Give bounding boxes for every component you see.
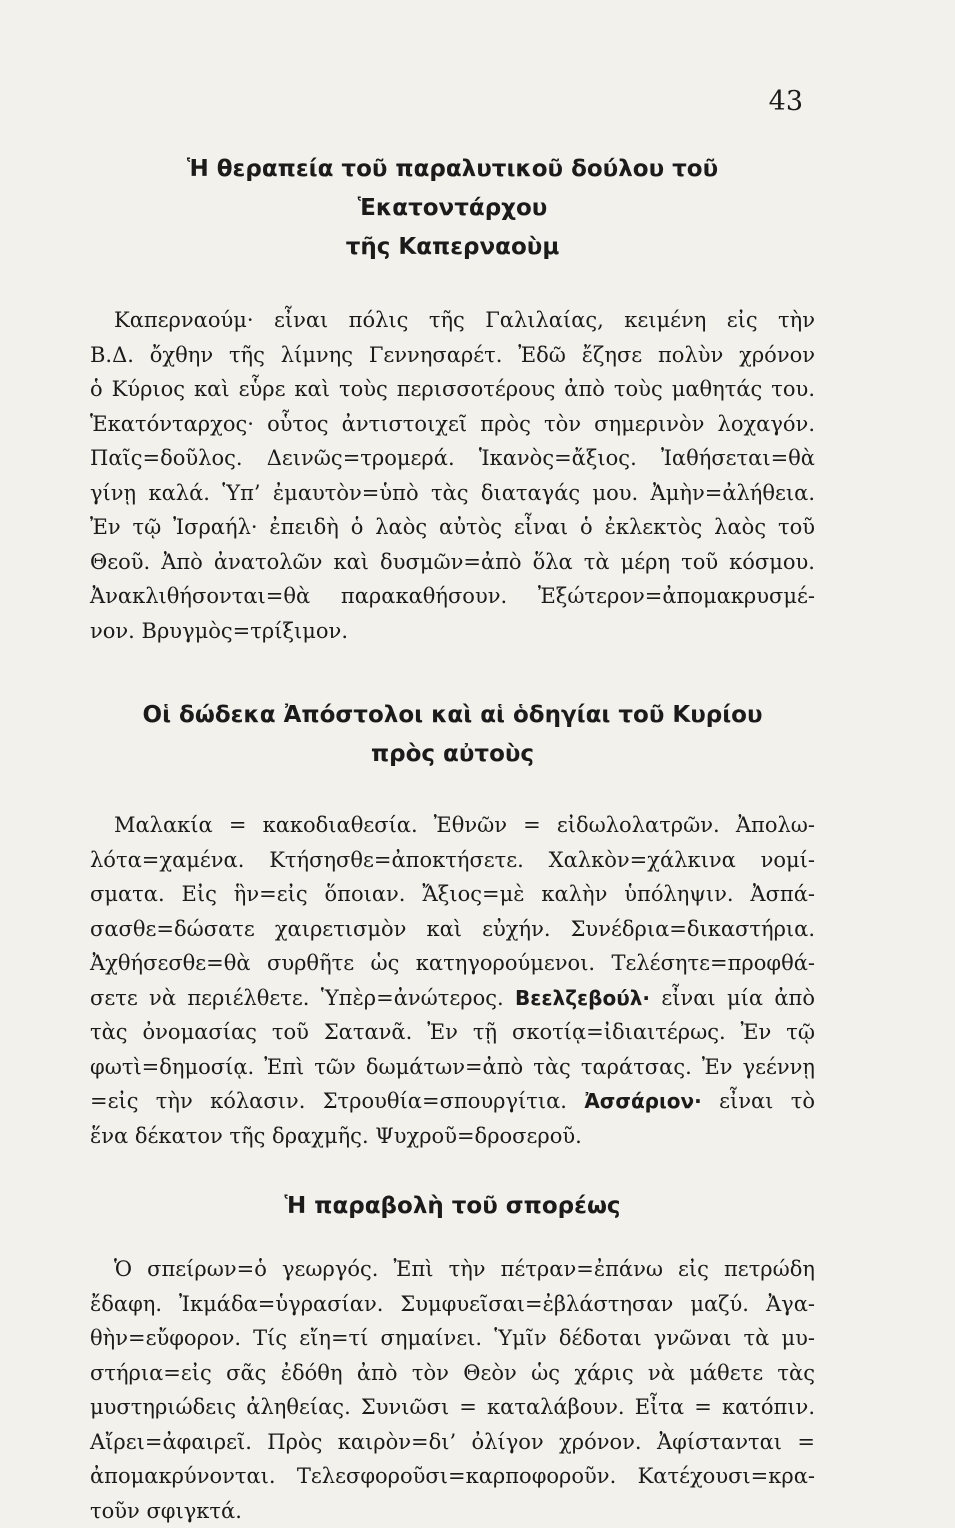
section-title-line: Οἱ δώδεκα Ἀπόστολοι καὶ αἱ ὁδηγίαι τοῦ Κυρίου xyxy=(90,696,815,735)
text-line: Παῖς=δοῦλος. Δεινῶς=τρομερά. Ἱκανὸς=ἄξιος. Ἰαθήσεται=θὰ xyxy=(90,441,815,476)
text-line xyxy=(90,1084,815,1119)
section-title-line: Ἡ θεραπεία τοῦ παραλυτικοῦ δούλου τοῦ Ἑκατοντάρχου xyxy=(90,150,815,228)
text-line: λότα=χαμένα. Κτήσησθε=ἀποκτήσετε. Χαλκὸν=χάλκινα νομί- xyxy=(90,843,815,878)
text-line: στήρια=εἰς σᾶς ἐδόθη ἀπὸ τὸν Θεὸν ὡς χάρις νὰ μάθετε τὰς xyxy=(90,1356,815,1391)
text-line-content: Μαλακία = κακοδιαθεσία. Ἐθνῶν = εἰδωλολατρῶν. Ἀπολω- xyxy=(114,813,815,837)
text-segment: εἶναι τὸ xyxy=(719,1089,815,1113)
text-line: ὁ Κύριος καὶ εὗρε καὶ τοὺς περισσοτέρους ἀπὸ τοὺς μαθητάς του. xyxy=(90,372,815,407)
text-line: Ἑκατόνταρχος· οὗτος ἀντιστοιχεῖ πρὸς τὸν σημερινὸν λοχαγόν. xyxy=(90,407,815,442)
text-line: Β.Δ. ὄχθην τῆς λίμνης Γεννησαρέτ. Ἐδῶ ἔζησε πολὺν χρόνον xyxy=(90,338,815,373)
text-segment: εἶναι μία ἀπὸ xyxy=(661,986,815,1010)
text-line: σματα. Εἰς ἣν=εἰς ὅποιαν. Ἄξιος=μὲ καλὴν ὑπόληψιν. Ἀσπά- xyxy=(90,877,815,912)
text-line xyxy=(90,303,815,338)
text-line: τοῦν σφιγκτά. xyxy=(90,1494,815,1528)
section-title-line: Ἡ παραβολὴ τοῦ σπορέως xyxy=(90,1187,815,1226)
text-line: τὰς ὀνομασίας τοῦ Σατανᾶ. Ἐν τῇ σκοτίᾳ=ἰδιαιτέρως. Ἐν τῷ xyxy=(90,1015,815,1050)
text-segment: σετε νὰ περιέλθετε. Ὑπὲρ=ἀνώτερος. xyxy=(90,986,504,1010)
text-line: Ἐν τῷ Ἰσραήλ· ἐπειδὴ ὁ λαὸς αὐτὸς εἶναι ὁ ἐκλεκτὸς λαὸς τοῦ xyxy=(90,510,815,545)
text-line: ἕνα δέκατον τῆς δραχμῆς. Ψυχροῦ=δροσεροῦ. xyxy=(90,1119,815,1154)
text-line: γίνῃ καλά. Ὑπ’ ἐμαυτὸν=ὑπὸ τὰς διαταγάς μου. Ἀμὴν=ἀλήθεια. xyxy=(90,476,815,511)
page-number: 43 xyxy=(769,86,803,117)
glossary-paragraph-capernaum xyxy=(90,303,815,648)
glossary-paragraph-sower xyxy=(90,1252,815,1528)
section-title-line: τῆς Καπερναοὺμ xyxy=(90,228,815,267)
section-title-healing-centurion-servant xyxy=(90,150,815,267)
text-line: Αἴρει=ἀφαιρεῖ. Πρὸς καιρὸν=δι’ ὀλίγον χρόνον. Ἀφίστανται = xyxy=(90,1425,815,1460)
text-line: Ἀχθήσεσθε=θὰ συρθῆτε ὡς κατηγορούμενοι. Τελέσητε=προφθά- xyxy=(90,946,815,981)
bold-term: Ἀσσάριον· xyxy=(584,1089,701,1113)
text-line: Θεοῦ. Ἀπὸ ἀνατολῶν καὶ δυσμῶν=ἀπὸ ὅλα τὰ μέρη τοῦ κόσμου. xyxy=(90,545,815,580)
section-title-line: πρὸς αὐτοὺς xyxy=(90,735,815,774)
text-line-content: Καπερναούμ· εἶναι πόλις τῆς Γαλιλαίας, κειμένη εἰς τὴν xyxy=(114,308,815,332)
section-title-parable-sower xyxy=(90,1187,815,1226)
text-line: θὴν=εὔφορον. Τίς εἴη=τί σημαίνει. Ὑμῖν δέδοται γνῶναι τὰ μυ- xyxy=(90,1321,815,1356)
text-line: φωτὶ=δημοσίᾳ. Ἐπὶ τῶν δωμάτων=ἀπὸ τὰς ταράτσας. Ἐν γεέννῃ xyxy=(90,1050,815,1085)
text-line: νον. Βρυγμὸς=τρίξιμον. xyxy=(90,614,815,649)
text-line: ἀπομακρύνονται. Τελεσφοροῦσι=καρποφοροῦν. Κατέχουσι=κρα- xyxy=(90,1459,815,1494)
text-line: ἔδαφη. Ἰκμάδα=ὑγρασίαν. Συμφυεῖσαι=ἐβλάστησαν μαζύ. Ἀγα- xyxy=(90,1287,815,1322)
page-content xyxy=(90,150,815,1528)
text-line-content: Ὁ σπείρων=ὁ γεωργός. Ἐπὶ τὴν πέτραν=ἐπάνω εἰς πετρώδη xyxy=(114,1257,815,1281)
section-title-twelve-apostles xyxy=(90,696,815,774)
text-segment: =εἰς τὴν κόλασιν. Στρουθία=σπουργίτια. xyxy=(90,1089,567,1113)
text-line xyxy=(90,1252,815,1287)
text-line: Ἀνακλιθήσονται=θὰ παρακαθήσουν. Ἐξώτερον=ἀπομακρυσμέ- xyxy=(90,579,815,614)
text-line: μυστηριώδεις ἀληθείας. Συνιῶσι = καταλάβουν. Εἶτα = κατόπιν. xyxy=(90,1390,815,1425)
glossary-paragraph-apostles xyxy=(90,808,815,1153)
text-line xyxy=(90,981,815,1016)
text-line xyxy=(90,808,815,843)
text-line: σασθε=δώσατε χαιρετισμὸν καὶ εὐχήν. Συνέδρια=δικαστήρια. xyxy=(90,912,815,947)
bold-term: Βεελζεβούλ· xyxy=(515,986,650,1010)
